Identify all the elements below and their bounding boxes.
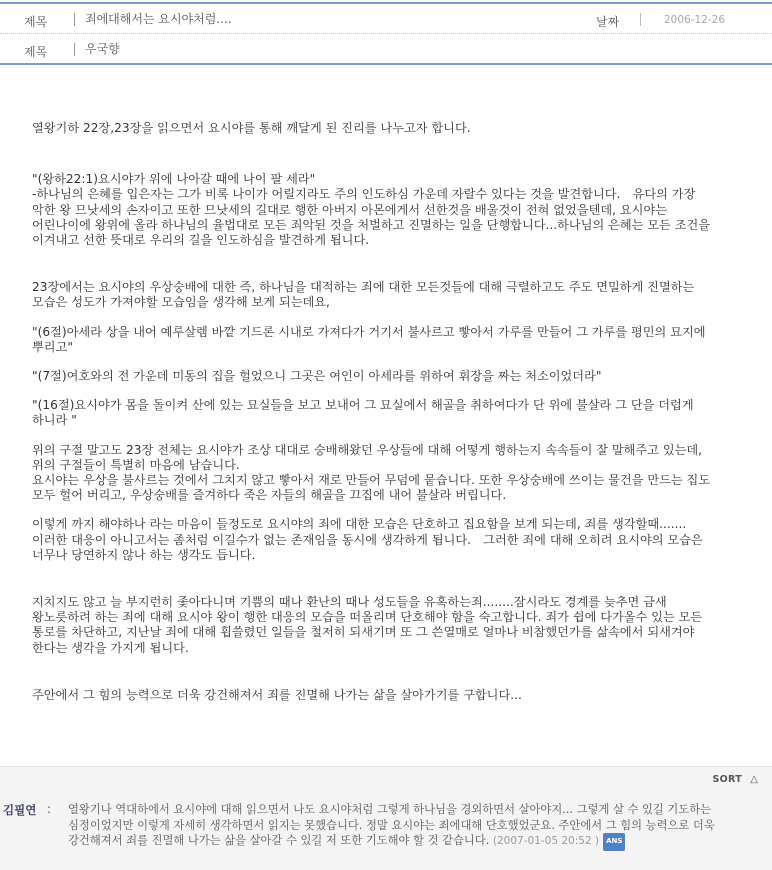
paragraph: "(16절)요시야가 몸을 돌이켜 산에 있는 묘실들을 보고 보내어 그 묘실에서 해골을 취하여다가 단 위에 불살라 그 단을 더럽게 하니라 " bbox=[32, 398, 694, 428]
paragraph: 요시야는 우상을 불사르는 것에서 그치지 않고 빻아서 재로 만들어 무덤에 뭍습니다. 또한 우상숭배에 쓰이는 물건을 만드는 집도 모두 헐어 버리고, 우상숭배를 즐겨하다 죽은 자들의 해골을 끄집에 내어 불살라 버립니다. bbox=[32, 473, 711, 503]
comment-item bbox=[0, 793, 772, 870]
post-title: 죄에대해서는 요시야처럼.... bbox=[74, 13, 232, 26]
paragraph: -하나님의 은혜를 입은자는 그가 비록 나이가 어릴지라도 주의 인도하심 가운데 자랄수 있다는 것을 발견합니다. 유다의 가장 악한 왕 므낫세의 손자이고 또한 므낫세의 길대로 행한 아버지 아몬에게서 선한것을 배울것이 전혀 없었을텐데, 요시야는 어린나이에 왕위에 올라 하나님의 율법대로 모든 죄악된 것을 처벌하고 진멸하는 일을 단행합니다...하나님의 은혜는 모든 조건을 이겨내고 선한 뜻대로 우리의 길을 인도하심을 발견하게 됩니다. bbox=[32, 187, 711, 248]
paragraph: 열왕기하 22장,23장을 읽으면서 요시야를 통해 깨달게 된 진리를 나누고자 합니다. bbox=[32, 121, 471, 135]
sort-button[interactable]: SORT bbox=[712, 774, 742, 785]
reply-button[interactable]: ANS bbox=[603, 833, 625, 851]
comment-text: 열왕기나 역대하에서 요시야에 대해 읽으면서 나도 요시야처럼 그렇게 하나님을 경외하면서 살아야지... 그렇게 살 수 있길 기도하는 심정이었지만 이렇게 자세히 생각하면서 읽지는 못했습니다. 정말 요시야는 죄에대해 단호했었군요. 주안에서 그 힘의 능력으로 더욱 강건해져서 죄를 진멸해 나가는 삶을 살아갈 수 있길 저 또한 기도해야 할 것 같습니다. bbox=[68, 803, 715, 847]
comment-sort-bar bbox=[0, 766, 772, 793]
date-divider bbox=[640, 13, 641, 26]
comment-author: 김필연 bbox=[3, 803, 37, 817]
post-date: 2006-12-26 bbox=[664, 14, 726, 26]
comment-body bbox=[68, 802, 748, 851]
paragraph: 23장에서는 요시야의 우상숭배에 대한 즉, 하나님을 대적하는 죄에 대한 모든것들에 대해 극렬하고도 주도 면밀하게 진멸하는 모습은 성도가 가져야할 모습임을 생각해 보게 되는데요, bbox=[32, 280, 695, 310]
paragraph: 위의 구절 말고도 23장 전체는 요시야가 조상 대대로 숭배해왔던 우상들에 대해 어떻게 행하는지 속속들이 잘 말해주고 있는데, 위의 구절들이 특별히 마음에 남습니다. bbox=[32, 442, 703, 472]
paragraph: "(6절)아세라 상을 내어 예루살렘 바깥 기드론 시내로 가져다가 거기서 불사르고 빻아서 가루를 만들어 그 가루를 평민의 묘지에 뿌리고" bbox=[32, 324, 706, 354]
triangle-up-icon[interactable]: △ bbox=[750, 774, 758, 785]
paragraph: 이렇게 까지 해야하나 라는 마음이 들정도로 요시야의 죄에 대한 모습은 단호하고 집요함을 보게 되는데, 죄를 생각할때....... 이러한 대응이 아니고서는 좀처럼 이길수가 없는 존재임을 동시에 생각하게 됩니다. 그러한 죄에 대해 오히려 요시야의 모습은 너무나 당연하지 않나 하는 생각도 듭니다. bbox=[32, 517, 703, 562]
post-author: 우국향 bbox=[74, 43, 120, 56]
post-header-author-row bbox=[0, 34, 772, 65]
paragraph: "(7절)여호와의 전 가운데 미동의 집을 헐었으니 그곳은 여인이 아세라를 위하여 휘장을 짜는 처소이었더라" bbox=[32, 369, 602, 384]
comment-date: (2007-01-05 20:52 ) bbox=[492, 835, 600, 847]
paragraph: "(왕하22:1)요시야가 위에 나아갈 때에 나이 팔 세라" bbox=[32, 172, 316, 187]
author-label: 제목 bbox=[24, 45, 48, 59]
paragraph: 주안에서 그 힘의 능력으로 더욱 강건해져서 죄를 진멸해 나가는 삶을 살아가기를 구합니다... bbox=[32, 687, 522, 702]
post-header-title-row bbox=[0, 2, 772, 34]
comment-colon: : bbox=[47, 802, 52, 816]
post-body bbox=[32, 121, 722, 703]
paragraph: 지치지도 않고 늘 부지런히 좇아다니며 기쁨의 때나 환난의 때나 성도들을 유혹하는죄........잠시라도 경계를 늦추면 금새 왕노릇하려 하는 죄에 대해 요시야 왕이 행한 대응의 모습을 떠올리며 단호해야 함을 숙고합니다. 죄가 쉽에 다가올수 있는 모든 통로를 차단하고, 지난날 죄에 대해 휩쓸렸던 일들을 철저히 되새기며 또 그 쓴열매로 얼마나 비참했던가를 삶속에서 되새겨야 한다는 생각을 가지게 됩니다. bbox=[32, 595, 703, 655]
title-label: 제목 bbox=[24, 15, 48, 29]
date-label: 날짜 bbox=[596, 15, 620, 29]
